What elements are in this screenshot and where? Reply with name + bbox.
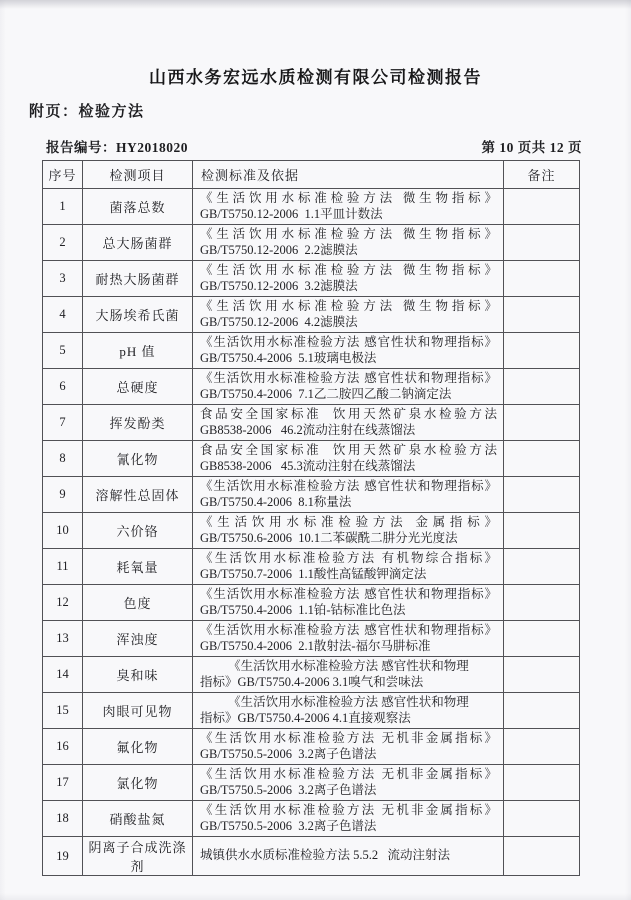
row-number-cell: 2 (43, 225, 83, 261)
table-row (43, 549, 580, 585)
standard-line2: 指标》GB/T5750.4-2006 4.1直接观察法 (200, 710, 411, 725)
standard-line1: 《生活饮用水标准检验方法 微生物指标》 (200, 263, 497, 277)
row-number-cell: 10 (43, 513, 83, 549)
row-number-cell: 16 (43, 729, 83, 765)
table-row (43, 261, 580, 297)
remark-cell (504, 369, 580, 405)
item-name-cell: 总硬度 (83, 369, 193, 405)
standard-line2: GB8538-2006 45.3流动注射在线蒸馏法 (200, 458, 416, 473)
item-name-cell: 氟化物 (83, 729, 193, 765)
standard-line2: GB/T5750.5-2006 3.2离子色谱法 (200, 782, 377, 797)
table-row (43, 801, 580, 837)
remark-cell (504, 585, 580, 621)
standard-line2: GB/T5750.12-2006 3.2滤膜法 (200, 278, 358, 293)
item-name-cell: 耗氧量 (83, 549, 193, 585)
row-number-cell: 7 (43, 405, 83, 441)
row-number-cell: 18 (43, 801, 83, 837)
remark-cell (504, 441, 580, 477)
report-meta-row (46, 136, 582, 156)
standard-line2: 指标》GB/T5750.4-2006 3.1嗅气和尝味法 (200, 674, 424, 689)
standard-line1: 《生活饮用水标准检验方法 无机非金属指标》 (200, 803, 497, 817)
item-name-cell: 氰化物 (83, 441, 193, 477)
remark-cell (504, 405, 580, 441)
standard-line2: GB/T5750.4-2006 1.1铂-钴标准比色法 (200, 602, 406, 617)
standard-line1: 《生活饮用水标准检验方法 感官性状和物理指标》 (200, 623, 497, 637)
item-name-cell: 溶解性总固体 (83, 477, 193, 513)
standard-line2: GB/T5750.5-2006 3.2离子色谱法 (200, 746, 377, 761)
item-name-cell: 臭和味 (83, 657, 193, 693)
table-row (43, 837, 580, 876)
table-header-row (43, 161, 580, 189)
remark-cell (504, 297, 580, 333)
standard-line1: 《生活饮用水标准检验方法 无机非金属指标》 (200, 767, 497, 781)
remark-cell (504, 333, 580, 369)
standard-line1: 《生活饮用水标准检验方法 感官性状和物理指标》 (200, 587, 497, 601)
remark-cell (504, 621, 580, 657)
row-number-cell: 11 (43, 549, 83, 585)
table-row (43, 657, 580, 693)
standard-cell (193, 657, 504, 693)
standard-cell (193, 549, 504, 585)
standard-line1: 《生活饮用水标准检验方法 感官性状和物理 (228, 695, 469, 709)
standard-line1: 食品安全国家标准 饮用天然矿泉水检验方法 (200, 443, 497, 457)
item-name-cell: 六价铬 (83, 513, 193, 549)
table-row (43, 765, 580, 801)
table-row (43, 405, 580, 441)
item-name-cell: 肉眼可见物 (83, 693, 193, 729)
standard-cell (193, 477, 504, 513)
remark-cell (504, 225, 580, 261)
row-number-cell: 17 (43, 765, 83, 801)
remark-cell (504, 549, 580, 585)
row-number-cell: 1 (43, 189, 83, 225)
row-number-cell: 19 (43, 837, 83, 876)
standard-line2: GB/T5750.4-2006 5.1玻璃电极法 (200, 350, 377, 365)
table-row (43, 477, 580, 513)
standard-line2: GB/T5750.5-2006 3.2离子色谱法 (200, 818, 377, 833)
standard-line2: GB8538-2006 46.2流动注射在线蒸馏法 (200, 422, 416, 437)
standard-line2: GB/T5750.12-2006 1.1平皿计数法 (200, 206, 383, 221)
standard-line1: 《生活饮用水标准检验方法 微生物指标》 (200, 299, 497, 313)
table-row (43, 621, 580, 657)
remark-cell (504, 477, 580, 513)
remark-cell (504, 837, 580, 876)
item-name-cell: pH 值 (83, 333, 193, 369)
row-number-cell: 13 (43, 621, 83, 657)
standard-line2: GB/T5750.4-2006 7.1乙二胺四乙酸二钠滴定法 (200, 386, 452, 401)
standard-cell (193, 837, 504, 876)
row-number-cell: 9 (43, 477, 83, 513)
table-row (43, 729, 580, 765)
item-name-cell: 大肠埃希氏菌 (83, 297, 193, 333)
row-number-cell: 12 (43, 585, 83, 621)
page-indicator: 第 10 页共 12 页 (481, 140, 582, 155)
item-name-cell: 氯化物 (83, 765, 193, 801)
row-number-cell: 3 (43, 261, 83, 297)
table-row (43, 297, 580, 333)
standard-line2: GB/T5750.4-2006 2.1散射法-福尔马肼标准 (200, 638, 431, 653)
item-name-cell: 总大肠菌群 (83, 225, 193, 261)
remark-cell (504, 513, 580, 549)
table-row (43, 225, 580, 261)
standard-cell (193, 765, 504, 801)
row-number-cell: 14 (43, 657, 83, 693)
remark-cell (504, 693, 580, 729)
standard-cell (193, 369, 504, 405)
standard-line1: 《生活饮用水标准检验方法 微生物指标》 (200, 191, 497, 205)
standard-cell (193, 441, 504, 477)
standard-line1: 城镇供水水质标准检验方法 5.5.2 流动注射法 (200, 848, 451, 863)
standard-line1: 《生活饮用水标准检验方法 有机物综合指标》 (200, 551, 497, 565)
col-header-standard: 检测标准及依据 (193, 161, 504, 189)
standard-line1: 《生活饮用水标准检验方法 感官性状和物理指标》 (200, 371, 497, 385)
table-row (43, 441, 580, 477)
standard-cell (193, 225, 504, 261)
remark-cell (504, 765, 580, 801)
standard-line1: 《生活饮用水标准检验方法 感官性状和物理 (228, 659, 469, 673)
table-row (43, 369, 580, 405)
standard-cell (193, 333, 504, 369)
standard-cell (193, 621, 504, 657)
standard-cell (193, 729, 504, 765)
row-number-cell: 6 (43, 369, 83, 405)
page-title: 山西水务宏远水质检测有限公司检测报告 (149, 68, 482, 87)
col-header-remark: 备注 (504, 161, 580, 189)
standard-cell (193, 513, 504, 549)
standard-cell (193, 261, 504, 297)
standard-cell (193, 189, 504, 225)
table-row (43, 693, 580, 729)
standard-line2: GB/T5750.4-2006 8.1称量法 (200, 494, 352, 509)
item-name-cell: 阴离子合成洗涤剂 (83, 837, 193, 876)
col-header-item: 检测项目 (83, 161, 193, 189)
standard-line2: GB/T5750.6-2006 10.1二苯碳酰二肼分光光度法 (200, 530, 458, 545)
item-name-cell: 硝酸盐氮 (83, 801, 193, 837)
remark-cell (504, 657, 580, 693)
standard-line2: GB/T5750.12-2006 4.2滤膜法 (200, 314, 358, 329)
standard-line1: 食品安全国家标准 饮用天然矿泉水检验方法 (200, 407, 497, 421)
attachment-label: 附页：检验方法 (29, 103, 145, 120)
table-row (43, 513, 580, 549)
standard-line1: 《生活饮用水标准检验方法 金属指标》 (200, 515, 497, 529)
standard-line1: 《生活饮用水标准检验方法 无机非金属指标》 (200, 731, 497, 745)
report-number: 报告编号：HY2018020 (46, 140, 188, 155)
item-name-cell: 色度 (83, 585, 193, 621)
table-row (43, 585, 580, 621)
col-header-seq: 序号 (43, 161, 83, 189)
standard-line2: GB/T5750.12-2006 2.2滤膜法 (200, 242, 358, 257)
standard-cell (193, 693, 504, 729)
remark-cell (504, 801, 580, 837)
standard-line1: 《生活饮用水标准检验方法 感官性状和物理指标》 (200, 479, 497, 493)
standard-cell (193, 585, 504, 621)
remark-cell (504, 261, 580, 297)
test-methods-table (42, 160, 580, 876)
table-row (43, 333, 580, 369)
standard-line2: GB/T5750.7-2006 1.1酸性高锰酸钾滴定法 (200, 566, 427, 581)
row-number-cell: 5 (43, 333, 83, 369)
table-row (43, 189, 580, 225)
item-name-cell: 菌落总数 (83, 189, 193, 225)
row-number-cell: 15 (43, 693, 83, 729)
standard-cell (193, 297, 504, 333)
remark-cell (504, 189, 580, 225)
row-number-cell: 4 (43, 297, 83, 333)
row-number-cell: 8 (43, 441, 83, 477)
standard-cell (193, 405, 504, 441)
standard-cell (193, 801, 504, 837)
standard-line1: 《生活饮用水标准检验方法 微生物指标》 (200, 227, 497, 241)
item-name-cell: 耐热大肠菌群 (83, 261, 193, 297)
remark-cell (504, 729, 580, 765)
item-name-cell: 挥发酚类 (83, 405, 193, 441)
item-name-cell: 浑浊度 (83, 621, 193, 657)
standard-line1: 《生活饮用水标准检验方法 感官性状和物理指标》 (200, 335, 497, 349)
